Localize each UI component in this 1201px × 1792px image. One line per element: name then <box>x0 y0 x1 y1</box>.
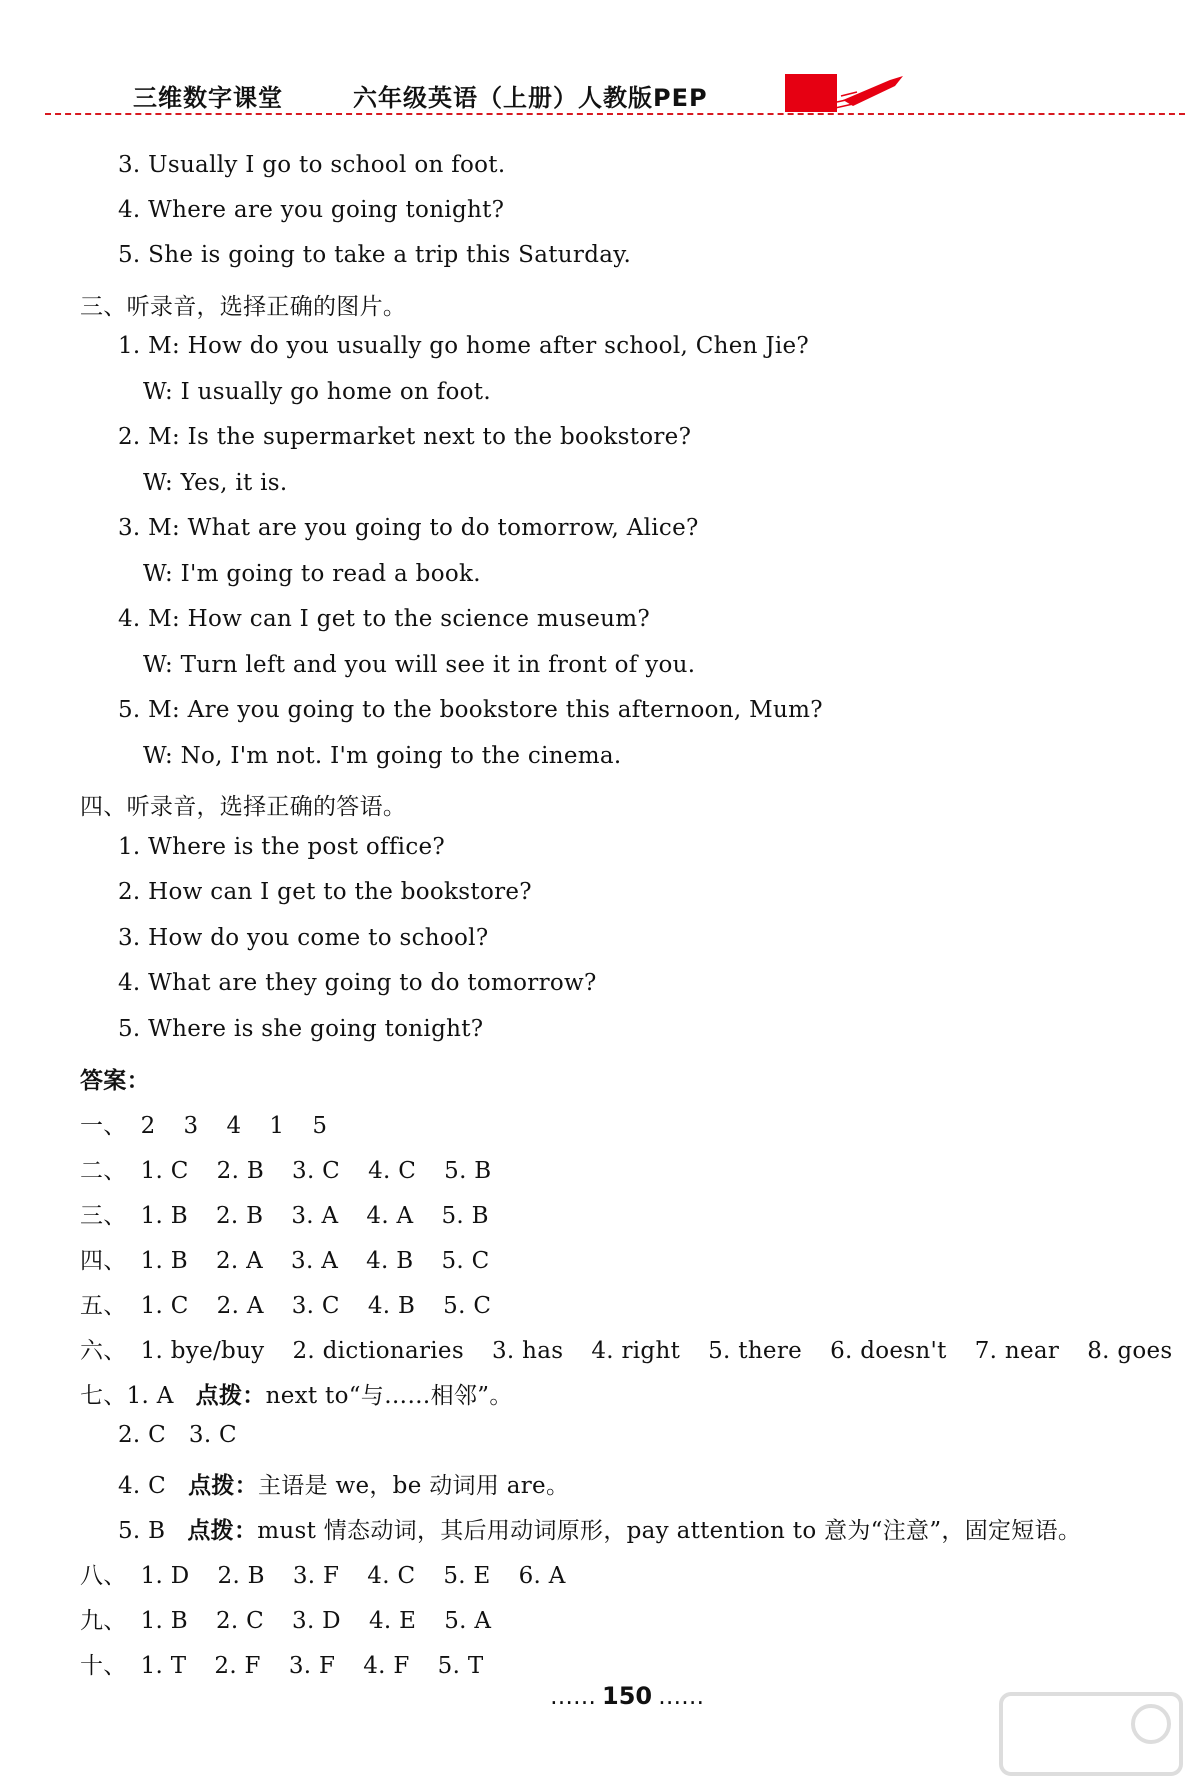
answer-row-7-1: 七、1. A 点拨：next to“与……相邻”。 <box>80 1383 513 1409</box>
sec3-line: 1. M: How do you usually go home after school, Chen Jie? <box>118 333 810 359</box>
page-number: …… 150 …… <box>550 1682 705 1710</box>
header-divider <box>45 113 1185 115</box>
answer-row-7-2: 2. C 3. C <box>118 1422 237 1448</box>
answer-row-7-4: 4. C 点拨：主语是 we，be 动词用 are。 <box>118 1473 570 1499</box>
book-series-title: 三维数字课堂 <box>133 84 283 112</box>
sec4-line: 2. How can I get to the bookstore? <box>118 879 532 905</box>
answers-title: 答案： <box>80 1068 150 1094</box>
sec4-line: 5. Where is she going tonight? <box>118 1016 484 1042</box>
rocket-icon <box>835 72 905 112</box>
sec4-line: 3. How do you come to school? <box>118 925 489 951</box>
sec3-line: 4. M: How can I get to the science museum? <box>118 606 651 632</box>
sec3-line: W: Turn left and you will see it in front of you. <box>143 652 696 678</box>
sec4-line: 4. What are they going to do tomorrow? <box>118 970 597 996</box>
tip-label: 点拨： <box>195 1383 266 1409</box>
sec3-line: 5. M: Are you going to the bookstore this afternoon, Mum? <box>118 697 823 723</box>
sec4-line: 1. Where is the post office? <box>118 834 446 860</box>
answer-row-3: 三、 1. B 2. B 3. A 4. A 5. B <box>80 1203 489 1229</box>
sec2-item-3: 3. Usually I go to school on foot. <box>118 152 506 178</box>
sec3-title: 三、听录音，选择正确的图片。 <box>80 294 407 320</box>
book-title: 六年级英语（上册）人教版PEP <box>353 84 708 112</box>
sec2-item-5: 5. She is going to take a trip this Saturday. <box>118 242 632 268</box>
tip-label: 点拨： <box>188 1473 258 1499</box>
sec3-line: W: No, I'm not. I'm going to the cinema. <box>143 743 622 769</box>
sec4-title: 四、听录音，选择正确的答语。 <box>80 794 407 820</box>
answer-row-9: 九、 1. B 2. C 3. D 4. E 5. A <box>80 1608 492 1634</box>
tip-label: 点拨： <box>187 1518 258 1544</box>
sec3-line: W: I usually go home on foot. <box>143 379 491 405</box>
sec2-item-4: 4. Where are you going tonight? <box>118 197 505 223</box>
answer-row-6: 六、 1. bye/buy 2. dictionaries 3. has 4. right 5. there 6. doesn't 7. near 8. goes <box>80 1338 1173 1364</box>
header-red-block <box>785 74 837 112</box>
watermark-logo <box>991 1684 1191 1784</box>
answer-row-5: 五、 1. C 2. A 3. C 4. B 5. C <box>80 1293 492 1319</box>
answer-row-10: 十、 1. T 2. F 3. F 4. F 5. T <box>80 1653 484 1679</box>
answer-row-8: 八、 1. D 2. B 3. F 4. C 5. E 6. A <box>80 1563 566 1589</box>
sec3-line: W: Yes, it is. <box>143 470 288 496</box>
answer-row-4: 四、 1. B 2. A 3. A 4. B 5. C <box>80 1248 490 1274</box>
sec3-line: 3. M: What are you going to do tomorrow, Alice? <box>118 515 699 541</box>
answer-row-1: 一、 2 3 4 1 5 <box>80 1113 328 1139</box>
answer-row-7-5: 5. B 点拨：must 情态动词，其后用动词原形，pay attention to 意为“注意”，固定短语。 <box>118 1518 1082 1544</box>
sec3-line: 2. M: Is the supermarket next to the bookstore? <box>118 424 692 450</box>
sec3-line: W: I'm going to read a book. <box>143 561 481 587</box>
answer-row-2: 二、 1. C 2. B 3. C 4. C 5. B <box>80 1158 492 1184</box>
